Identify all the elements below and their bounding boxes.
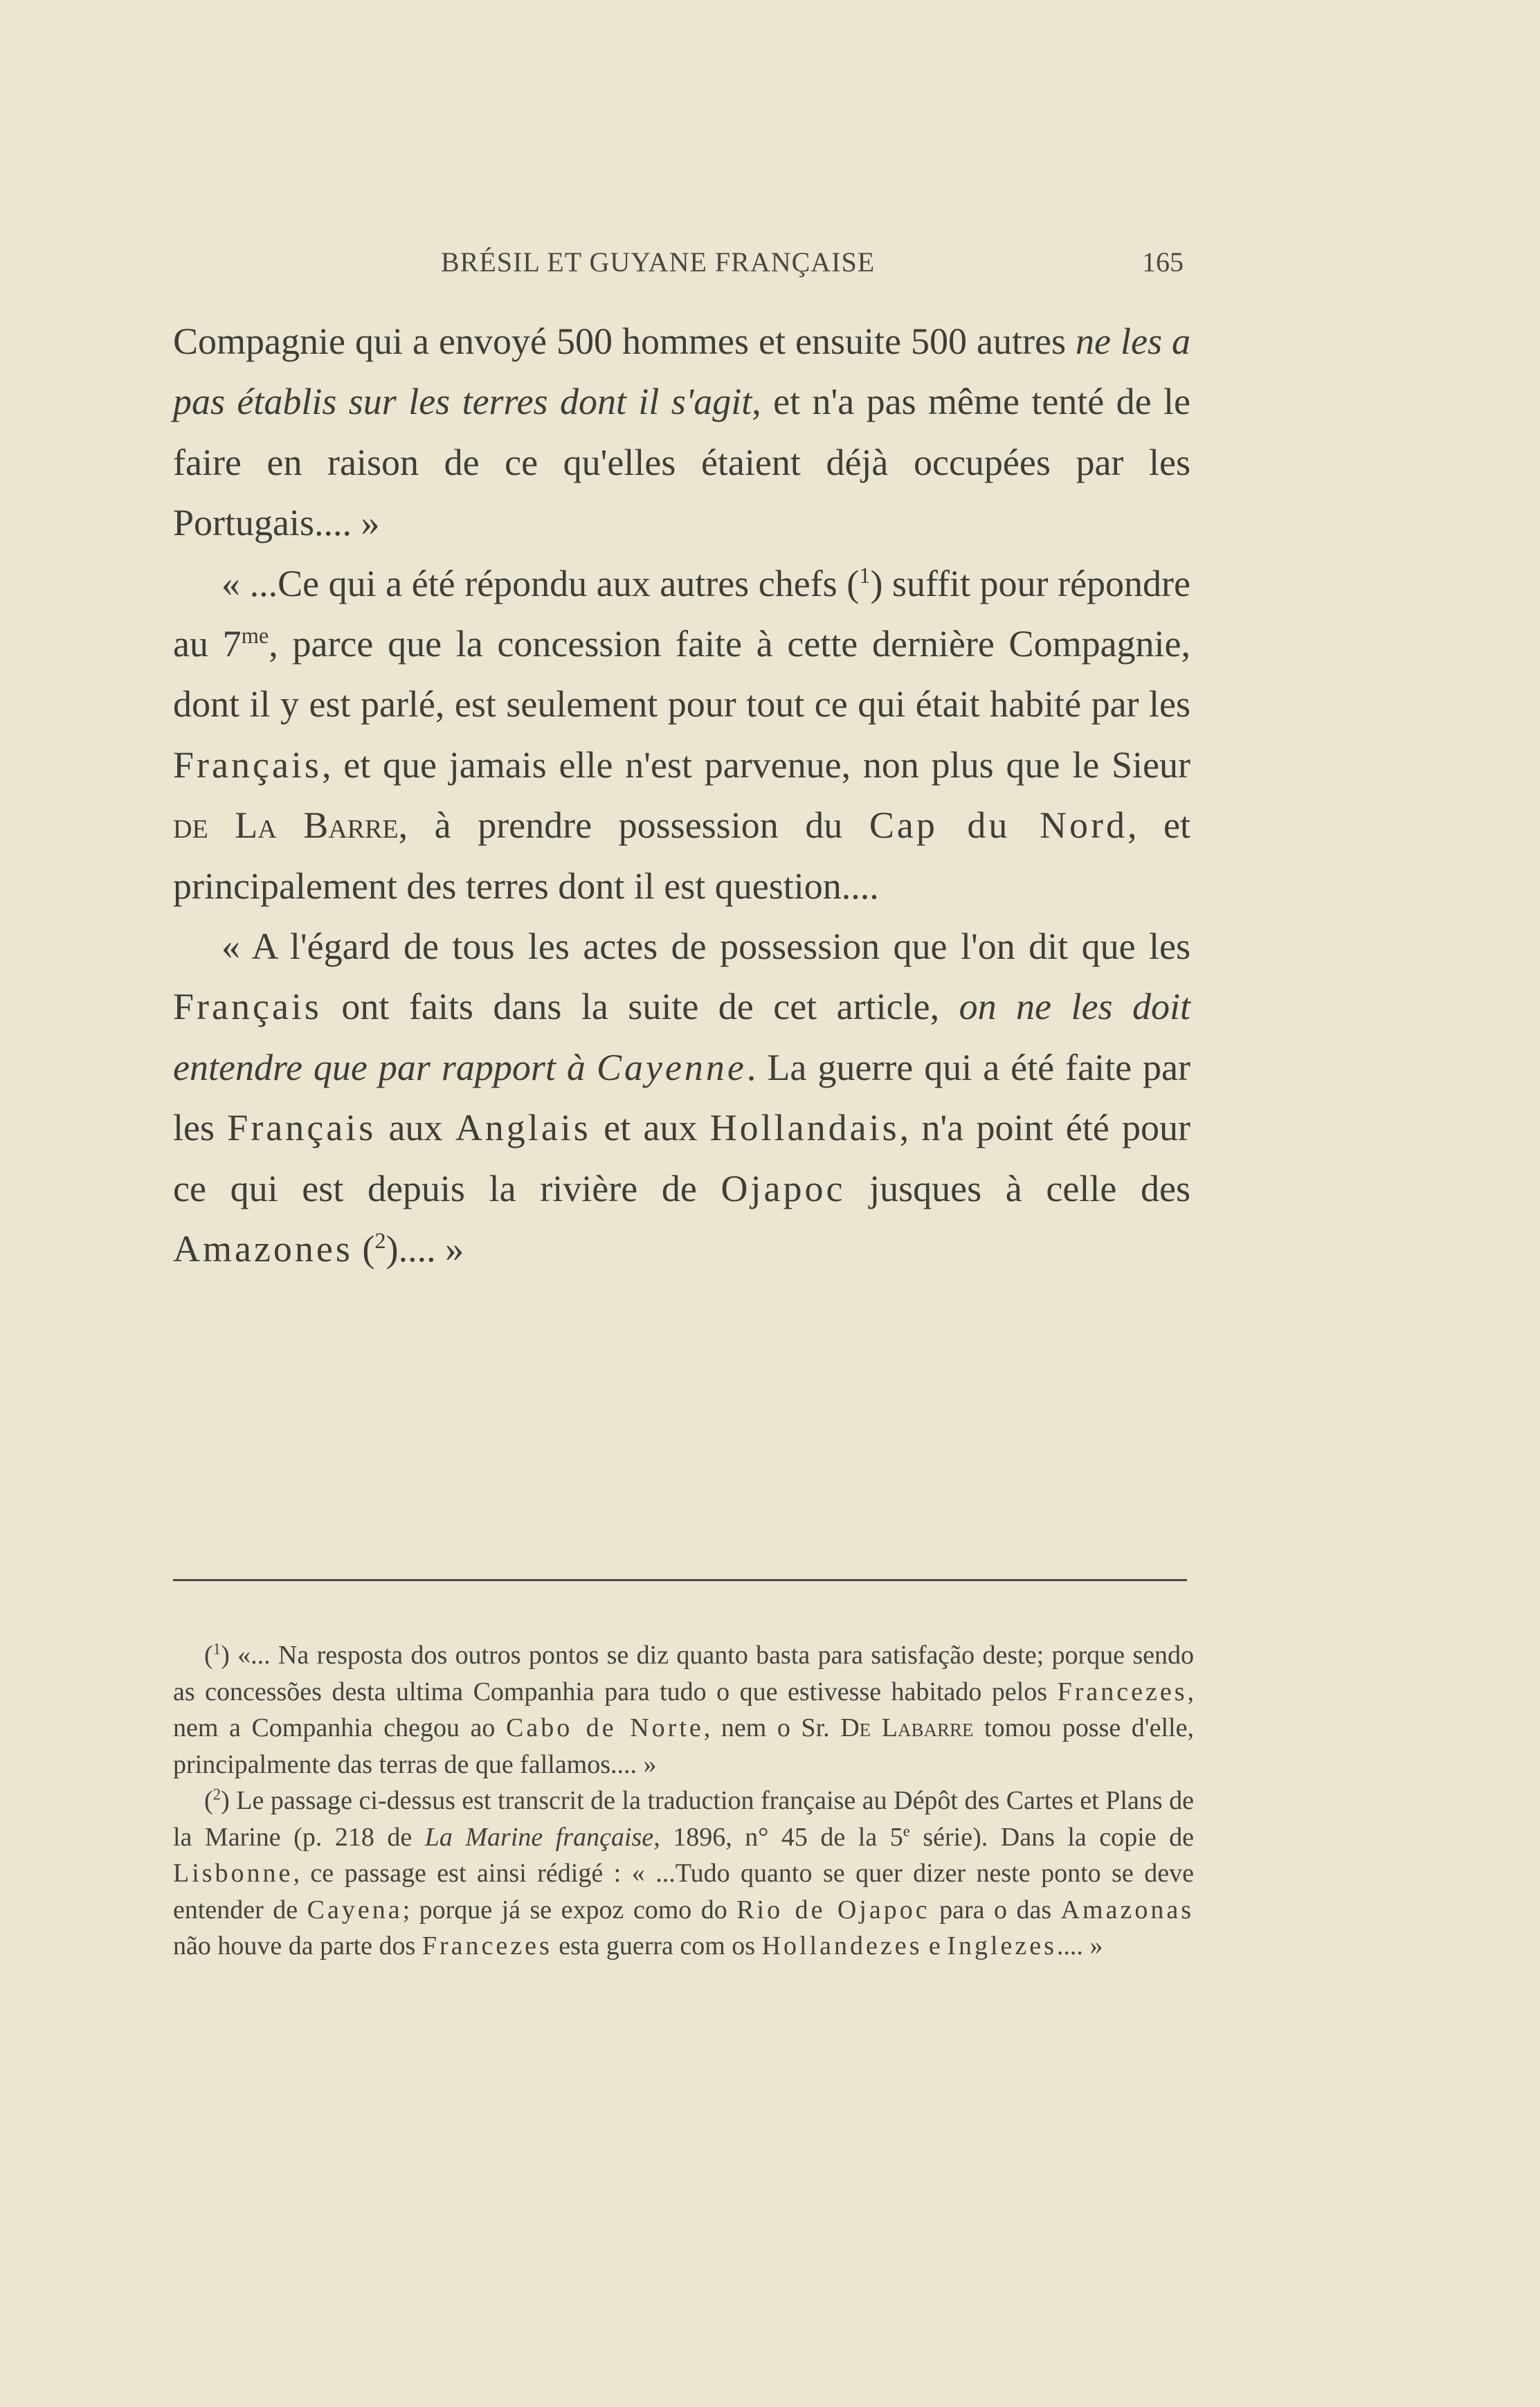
- small-caps-name: de La Barre: [173, 804, 399, 847]
- small-caps-name: De Labarre: [840, 1713, 974, 1742]
- spaced-word: Anglais: [455, 1107, 591, 1149]
- footnote-divider: [173, 1579, 1187, 1581]
- spaced-word: Lisbonne: [173, 1859, 293, 1888]
- ordinal-suffix: e: [903, 1821, 910, 1839]
- ordinal-suffix: me: [241, 624, 269, 649]
- emphasis-spaced: Cayenne: [596, 1046, 747, 1088]
- emphasis: ne les a pas établis sur les terres dont il s'agit: [173, 321, 1191, 423]
- spaced-word: Français: [173, 986, 322, 1028]
- journal-title: La Marine française: [424, 1822, 654, 1852]
- spaced-word: Amazones: [173, 1228, 353, 1270]
- spaced-word: Hollandezes: [761, 1931, 923, 1960]
- spaced-word: Ojapoc: [721, 1167, 846, 1209]
- footnote-number: 2: [212, 1785, 221, 1803]
- spaced-word: Français: [227, 1107, 377, 1149]
- spaced-word: Cap du Nord: [869, 804, 1127, 847]
- spaced-word: Francezes: [1057, 1677, 1188, 1706]
- page-number: 165: [1142, 246, 1184, 278]
- spaced-word: Rio de Ojapoc: [736, 1895, 930, 1924]
- paragraph-1: Compagnie qui a envoyé 500 hommes et ensuite 500 autres ne les a pas établis sur les terres dont il s'agit, et n'a pas même tenté de le faire en raison de ce qu'elles étaient déjà occupées par les Portugais.... »: [173, 321, 1191, 544]
- body-text: [173, 312, 1190, 1280]
- footnote-1: ($^1$) «... Na resposta dos outros pontos se diz quanto basta para satisfação deste; porque sendo as concessões desta ultima Companhia para tudo o que estivesse habitado pelos Francezes, nem a Companhia chegou ao Cabo de Norte, nem o Sr. De Labarre tomou posse d'elle, principalmente das terras de que fallamos.... »: [173, 1640, 1194, 1779]
- spaced-word: Amazonas: [1060, 1895, 1194, 1924]
- footnote-number: 1: [212, 1640, 221, 1658]
- paragraph-2: « ...Ce qui a été répondu aux autres chefs ($^1$) suffit pour répondre au $7^{me}$, parce que la concession faite à cette dernière Compagnie, dont il y est parlé, est seulement pour tout ce qui était habité par les Français, et que jamais elle n'est parvenue, non plus que le Sieur de La Barre, à prendre possession du Cap du Nord, et principalement des terres dont il est question....: [173, 562, 1191, 907]
- footnote-ref-1: 1: [859, 563, 871, 588]
- footnote-2: ($^2$) Le passage ci-dessus est transcrit de la traduction française au Dépôt des Cartes et Plans de la Marine (p. 218 de La Marine française, 1896, n° 45 de la 5e série). Dans la copie de Lisbonne, ce passage est ainsi rédigé : « ...Tudo quanto se quer dizer neste ponto se deve entender de Cayena; porque já se expoz como do Rio de Ojapoc para o das Amazonas não houve da parte dos Francezes esta guerra com os Hollandezes e Inglezes.... »: [173, 1785, 1194, 1960]
- running-title: BRÉSIL ET GUYANE FRANÇAISE: [441, 246, 876, 278]
- spaced-word: Cayena: [307, 1895, 403, 1924]
- footnote-ref-2: 2: [374, 1229, 386, 1254]
- running-head: [173, 246, 1184, 287]
- emphasis: on ne les doit entendre que par rapport à: [173, 986, 1190, 1088]
- spaced-word: Francezes: [422, 1931, 552, 1960]
- spaced-word: Inglezes: [947, 1931, 1057, 1960]
- footnotes: [173, 1637, 1194, 1965]
- spaced-word: Cabo de Norte: [506, 1713, 704, 1742]
- paragraph-3: « A l'égard de tous les actes de possession que l'on dit que les Français ont faits dans la suite de cet article, on ne les doit entendre que par rapport à Cayenne. La guerre qui a été faite par les Français aux Anglais et aux Hollandais, n'a point été pour ce qui est depuis la rivière de Ojapoc jusques à celle des Amazones ($^2$).... »: [173, 926, 1191, 1270]
- spaced-word: Hollandais: [709, 1107, 900, 1149]
- spaced-word: Français: [173, 743, 322, 786]
